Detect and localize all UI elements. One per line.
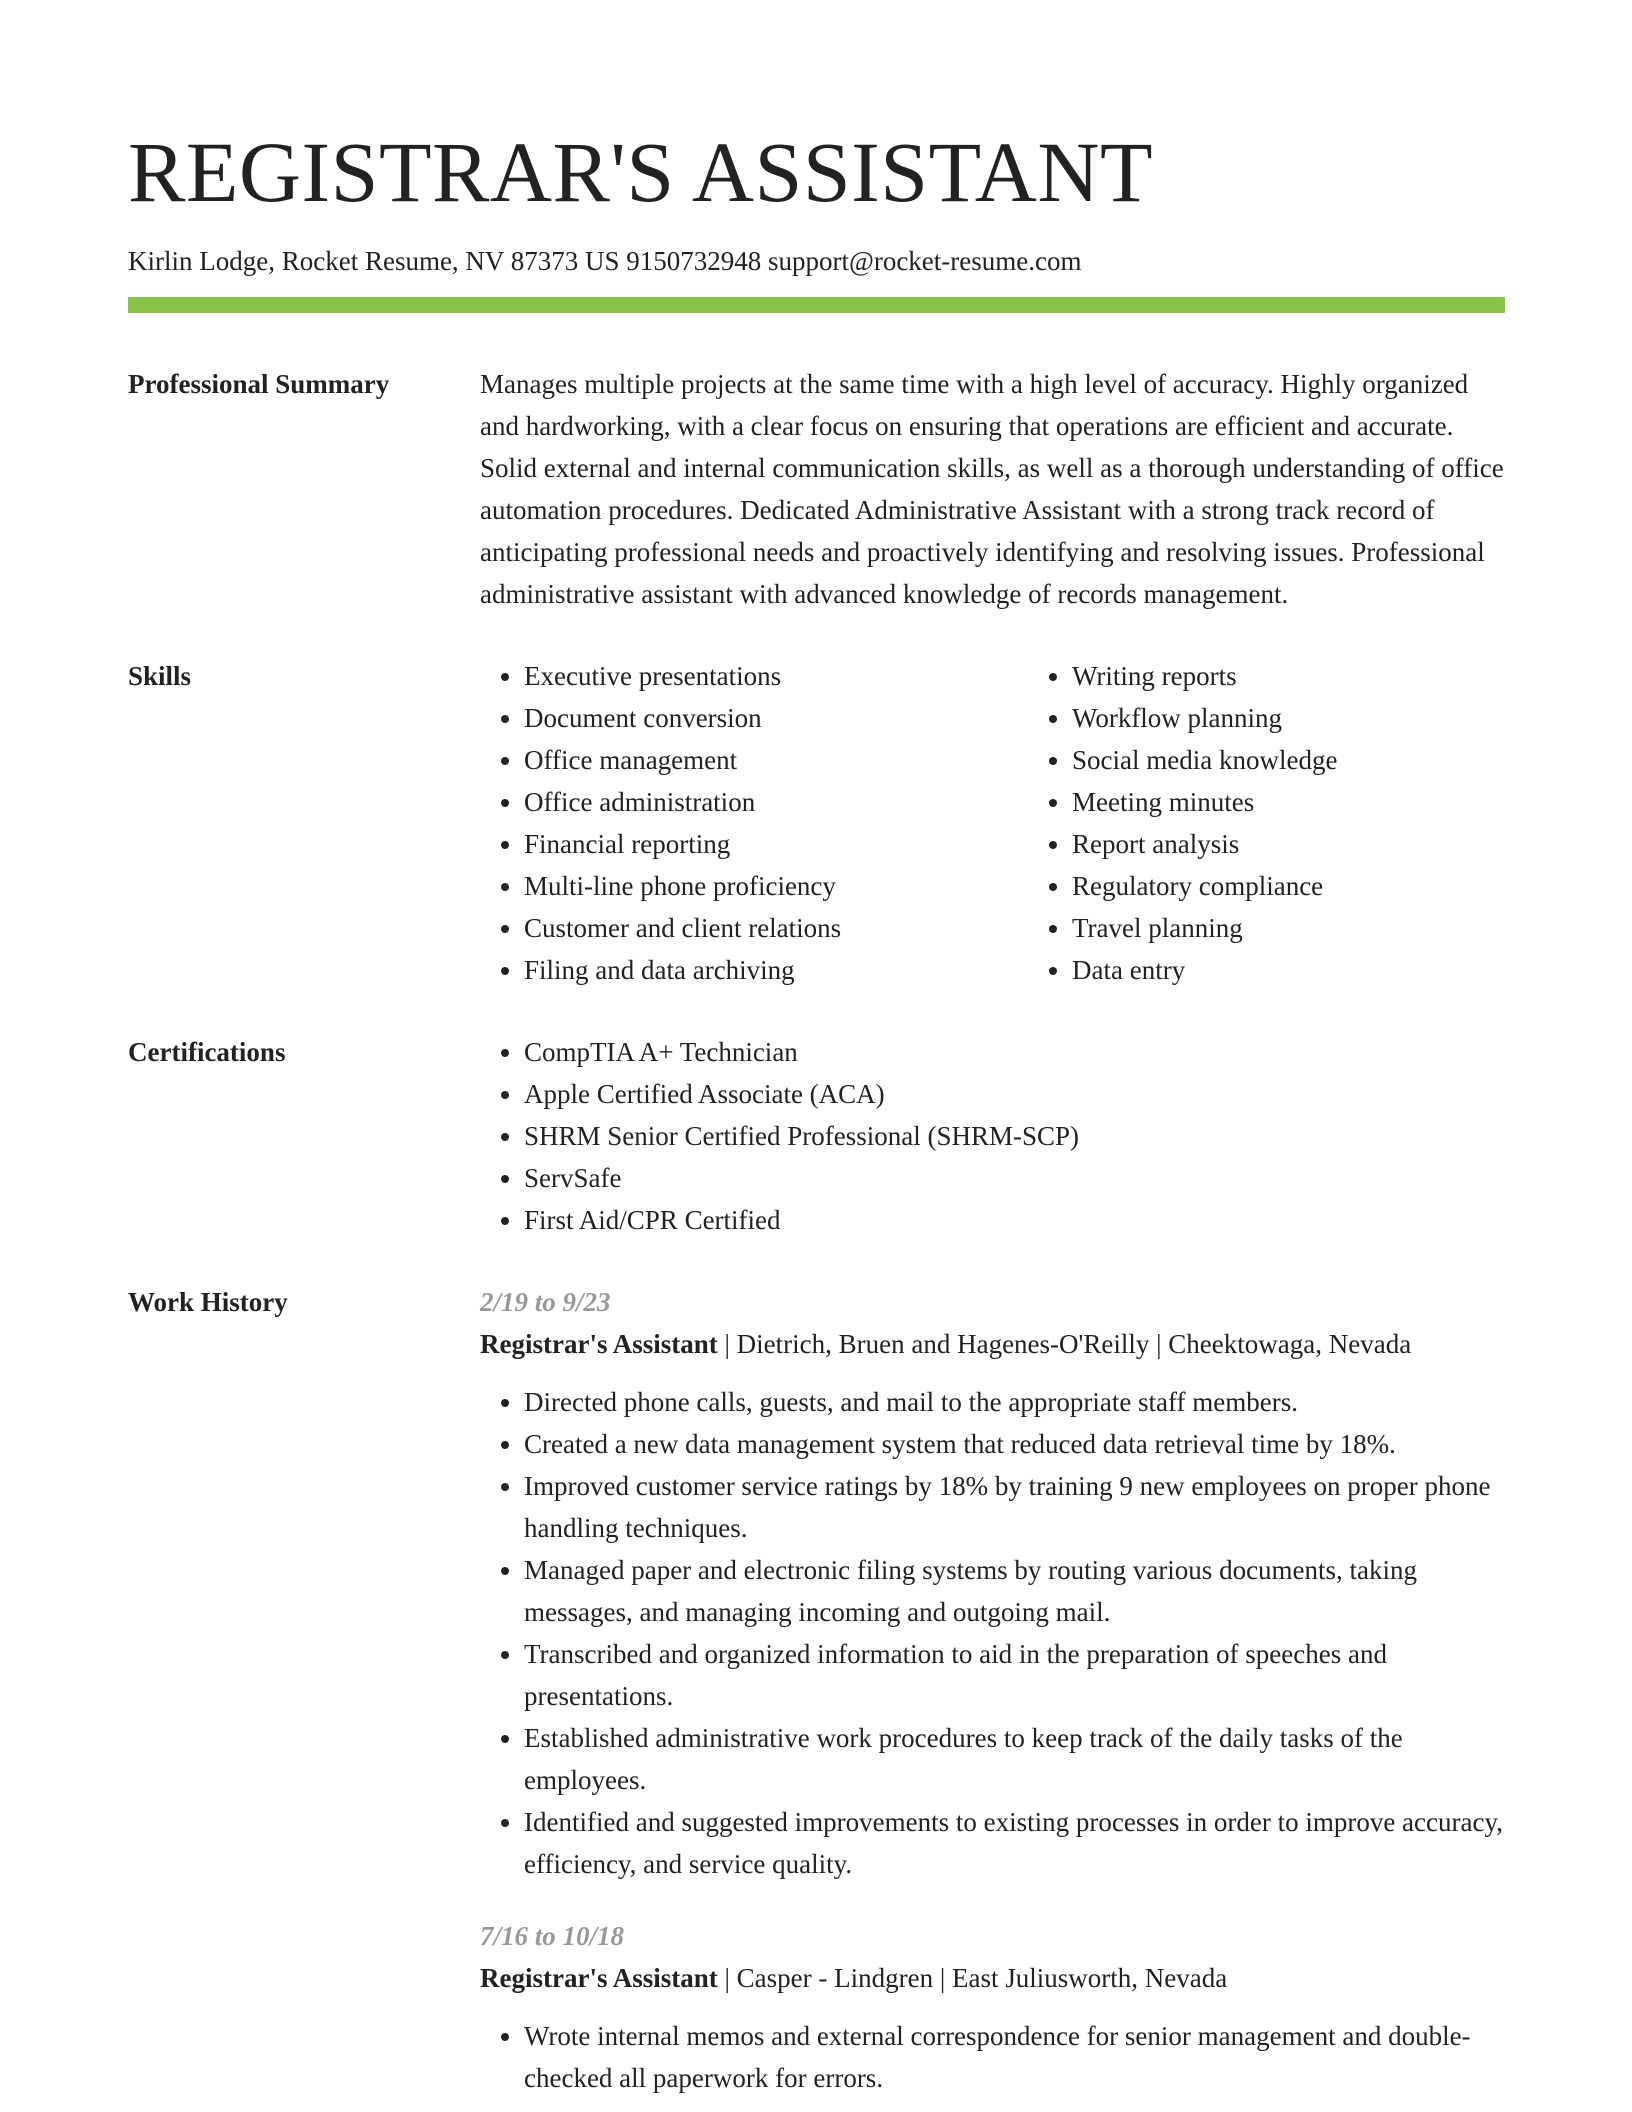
skill-item: • Regulatory compliance <box>1072 865 1505 907</box>
job-bullet: • Improved customer service ratings by 18% by training 9 new employees on proper phone handling techniques. <box>524 1465 1505 1549</box>
job-bullet: • Identified and suggested improvements to existing processes in order to improve accuracy, efficiency, and service quality. <box>524 1801 1505 1885</box>
job-title: Registrar's Assistant <box>480 1329 718 1359</box>
skills-section <box>128 655 1505 991</box>
summary-text: Manages multiple projects at the same time with a high level of accuracy. Highly organized and hardworking, with a clear focus on ensuring that operations are efficient and accurate. Solid external and internal communication skills, as well as a thorough understanding of office automation procedures. Dedicated Administrative Assistant with a strong track record of anticipating professional needs and proactively identifying and resolving issues. Professional administrative assistant with advanced knowledge of records management. <box>480 369 1504 609</box>
skill-item: • Customer and client relations <box>524 907 1028 949</box>
certification-item: • First Aid/CPR Certified <box>524 1199 1505 1241</box>
skills-list-right <box>1028 655 1505 991</box>
skill-item: • Multi-line phone proficiency <box>524 865 1028 907</box>
job-bullet: • Managed paper and electronic filing systems by routing various documents, taking messages, and managing incoming and outgoing mail. <box>524 1549 1505 1633</box>
job-dates: 7/16 to 10/18 <box>480 1921 625 1951</box>
skill-item: • Filing and data archiving <box>524 949 1028 991</box>
skill-item: • Executive presentations <box>524 655 1028 697</box>
job-bullet: • Wrote internal memos and external correspondence for senior management and double-checked all paperwork for errors. <box>524 2015 1505 2099</box>
skill-item: • Document conversion <box>524 697 1028 739</box>
section-label-certifications: Certifications <box>128 1037 286 1067</box>
job-bullet: • Established administrative work procedures to keep track of the daily tasks of the employees. <box>524 1717 1505 1801</box>
job-company-location: | Dietrich, Bruen and Hagenes-O'Reilly | Cheektowaga, Nevada <box>717 1329 1412 1359</box>
skill-item: • Meeting minutes <box>1072 781 1505 823</box>
job-bullet: • Created a new data management system that reduced data retrieval time by 18%. <box>524 1423 1505 1465</box>
accent-divider <box>128 297 1505 313</box>
certifications-list <box>480 1031 1505 1241</box>
job-bullets <box>480 2015 1505 2099</box>
job-bullet: • Directed phone calls, guests, and mail to the appropriate staff members. <box>524 1381 1505 1423</box>
resume-page <box>128 0 1505 2099</box>
section-label-work-history: Work History <box>128 1287 288 1317</box>
contact-info: Kirlin Lodge, Rocket Resume, NV 87373 US 9150732948 support@rocket-resume.com <box>128 246 1082 276</box>
skill-item: • Travel planning <box>1072 907 1505 949</box>
resume-title: REGISTRAR'S ASSISTANT <box>128 124 1154 220</box>
skill-item: • Writing reports <box>1072 655 1505 697</box>
skills-list-left <box>480 655 1028 991</box>
job-bullet: • Transcribed and organized information to aid in the preparation of speeches and presentations. <box>524 1633 1505 1717</box>
certification-item: • SHRM Senior Certified Professional (SHRM-SCP) <box>524 1115 1505 1157</box>
skill-item: • Social media knowledge <box>1072 739 1505 781</box>
job-heading <box>480 1957 1505 1999</box>
skill-item: • Workflow planning <box>1072 697 1505 739</box>
job-entry <box>480 1281 1505 1885</box>
skill-item: • Report analysis <box>1072 823 1505 865</box>
skill-item: • Financial reporting <box>524 823 1028 865</box>
certification-item: • CompTIA A+ Technician <box>524 1031 1505 1073</box>
job-heading <box>480 1323 1505 1365</box>
professional-summary-section <box>128 363 1505 615</box>
job-entry <box>480 1915 1505 2099</box>
work-history-section <box>128 1281 1505 2099</box>
skill-item: • Data entry <box>1072 949 1505 991</box>
job-dates: 2/19 to 9/23 <box>480 1287 611 1317</box>
skill-item: • Office management <box>524 739 1028 781</box>
section-label-skills: Skills <box>128 661 192 691</box>
job-title: Registrar's Assistant <box>480 1963 718 1993</box>
certifications-section <box>128 1031 1505 1241</box>
certification-item: • Apple Certified Associate (ACA) <box>524 1073 1505 1115</box>
section-label-summary: Professional Summary <box>128 369 390 399</box>
job-bullets <box>480 1381 1505 1885</box>
certification-item: • ServSafe <box>524 1157 1505 1199</box>
job-company-location: | Casper - Lindgren | East Juliusworth, Nevada <box>717 1963 1228 1993</box>
skill-item: • Office administration <box>524 781 1028 823</box>
